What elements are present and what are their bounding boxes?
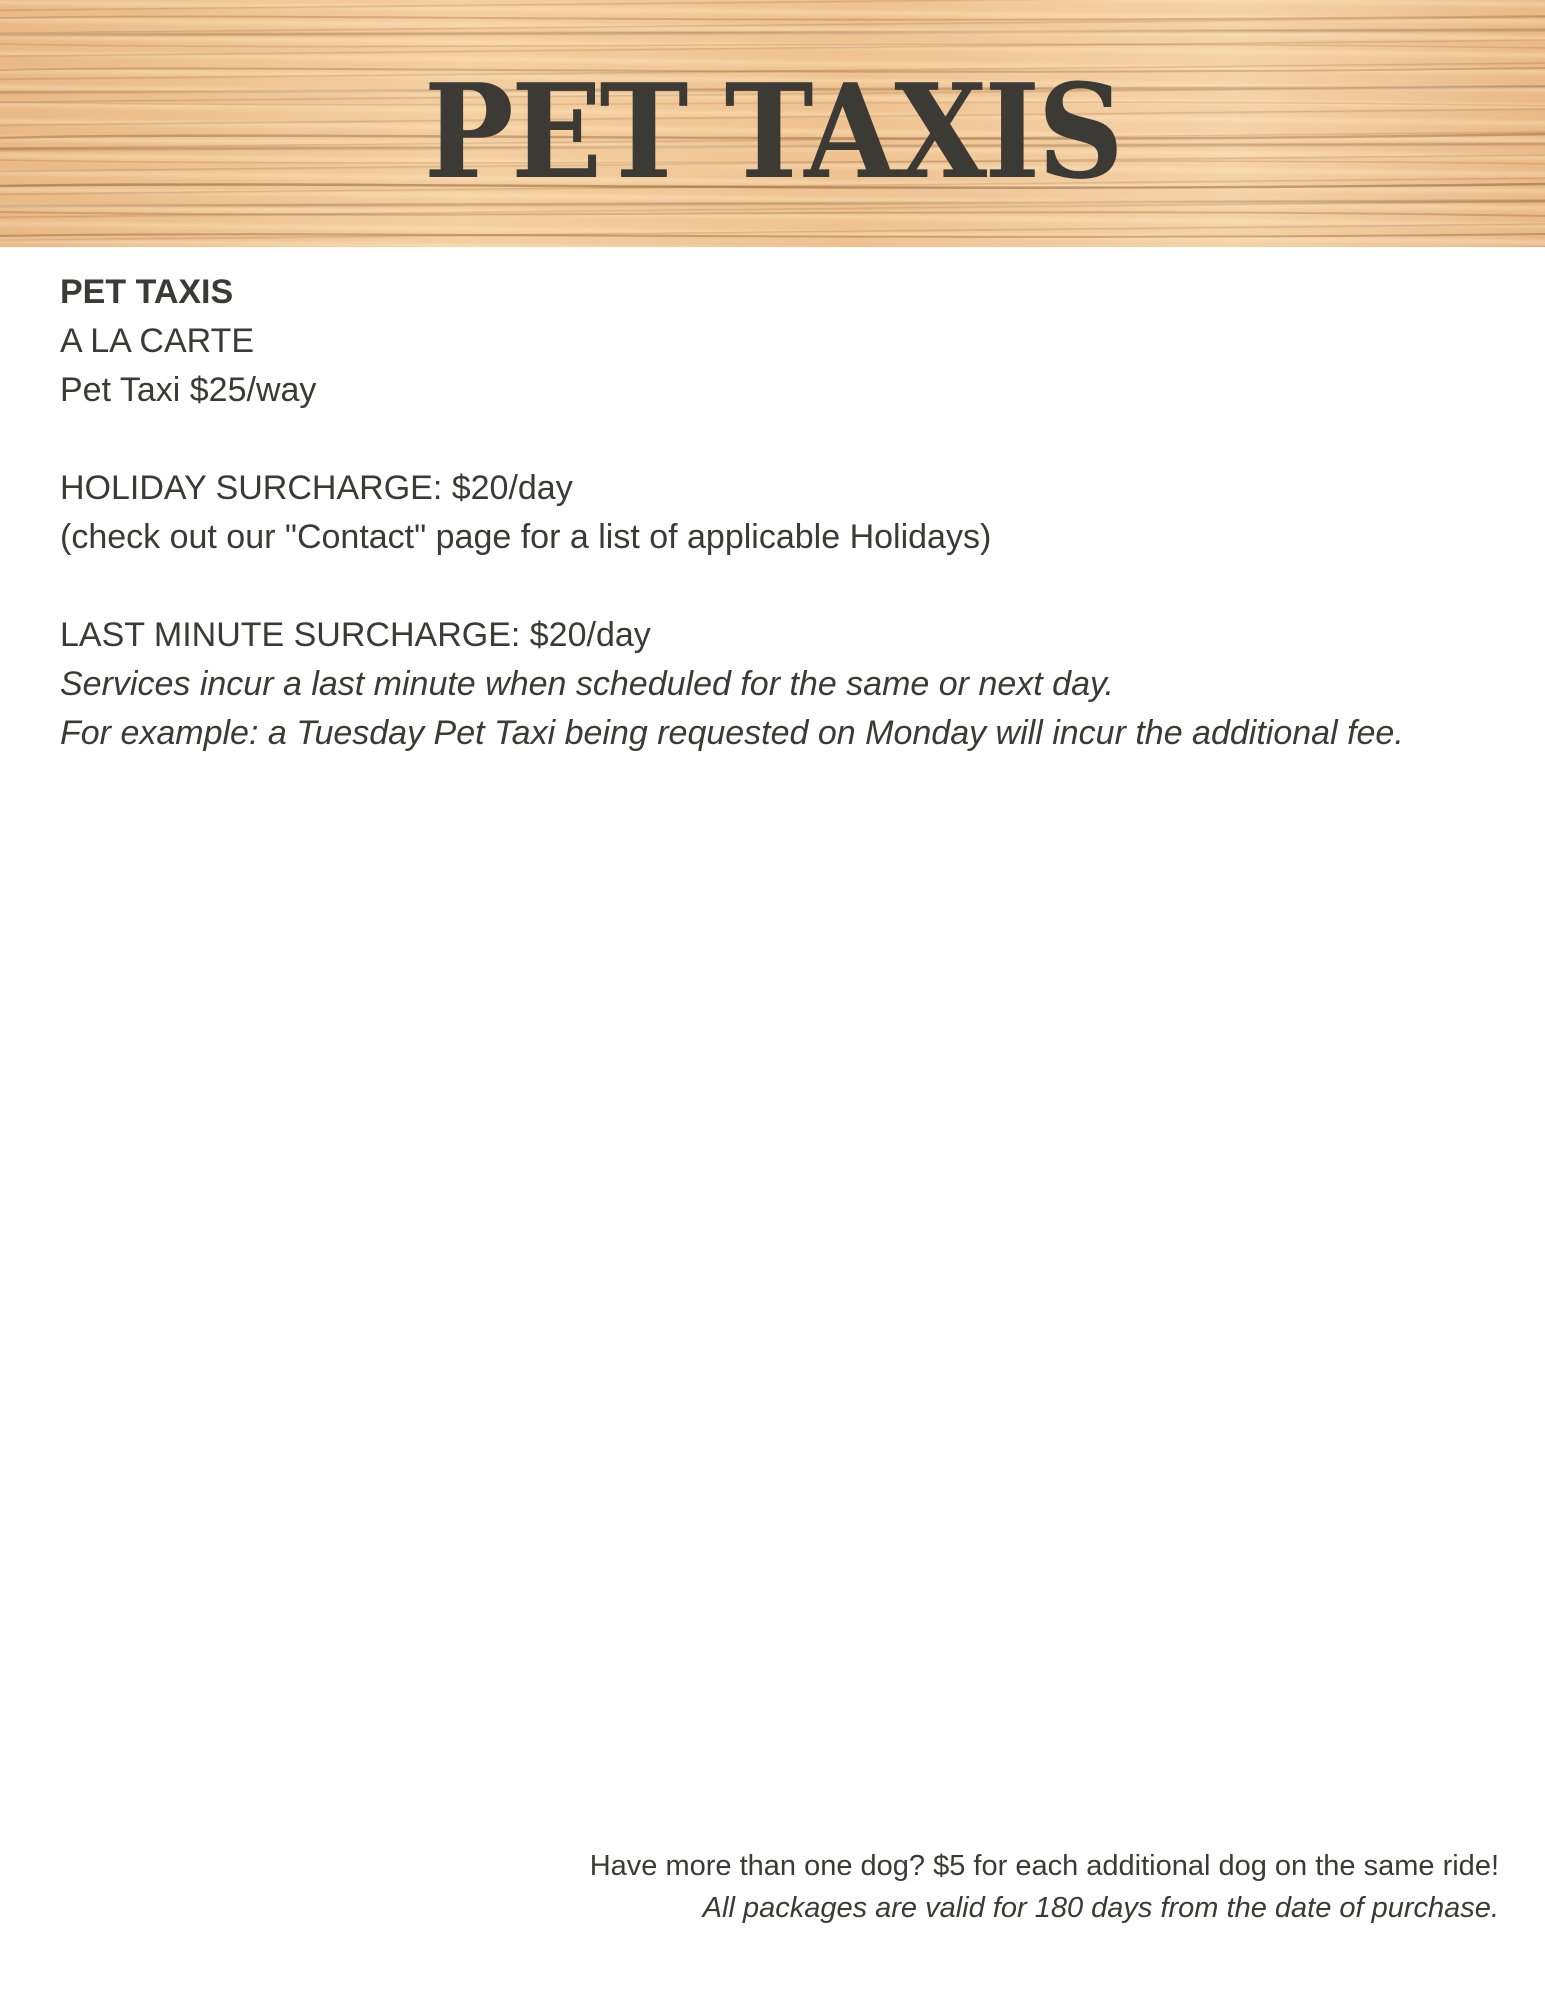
holiday-surcharge: HOLIDAY SURCHARGE: $20/day bbox=[60, 469, 573, 507]
spacer bbox=[60, 562, 1500, 611]
last-minute-note: Services incur a last minute when scheduled for the same or next day. bbox=[60, 665, 1114, 703]
a-la-carte-label: A LA CARTE bbox=[60, 322, 255, 360]
banner-title: PET TAXIS bbox=[423, 55, 1122, 208]
wood-header-banner bbox=[0, 0, 1545, 247]
footer-notes bbox=[299, 1845, 1499, 1929]
last-minute-surcharge: LAST MINUTE SURCHARGE: $20/day bbox=[60, 616, 651, 654]
spacer bbox=[60, 415, 1500, 464]
last-minute-example: For example: a Tuesday Pet Taxi being requested on Monday will incur the additional fee. bbox=[60, 714, 1404, 752]
holiday-note: (check out our "Contact" page for a list of applicable Holidays) bbox=[60, 518, 992, 556]
multi-dog-note: Have more than one dog? $5 for each additional dog on the same ride! bbox=[589, 1850, 1499, 1882]
validity-note: All packages are valid for 180 days from the date of purchase. bbox=[702, 1892, 1499, 1924]
pet-taxi-price: Pet Taxi $25/way bbox=[60, 371, 317, 409]
section-heading: PET TAXIS bbox=[60, 273, 234, 311]
pricing-content bbox=[60, 268, 1500, 758]
